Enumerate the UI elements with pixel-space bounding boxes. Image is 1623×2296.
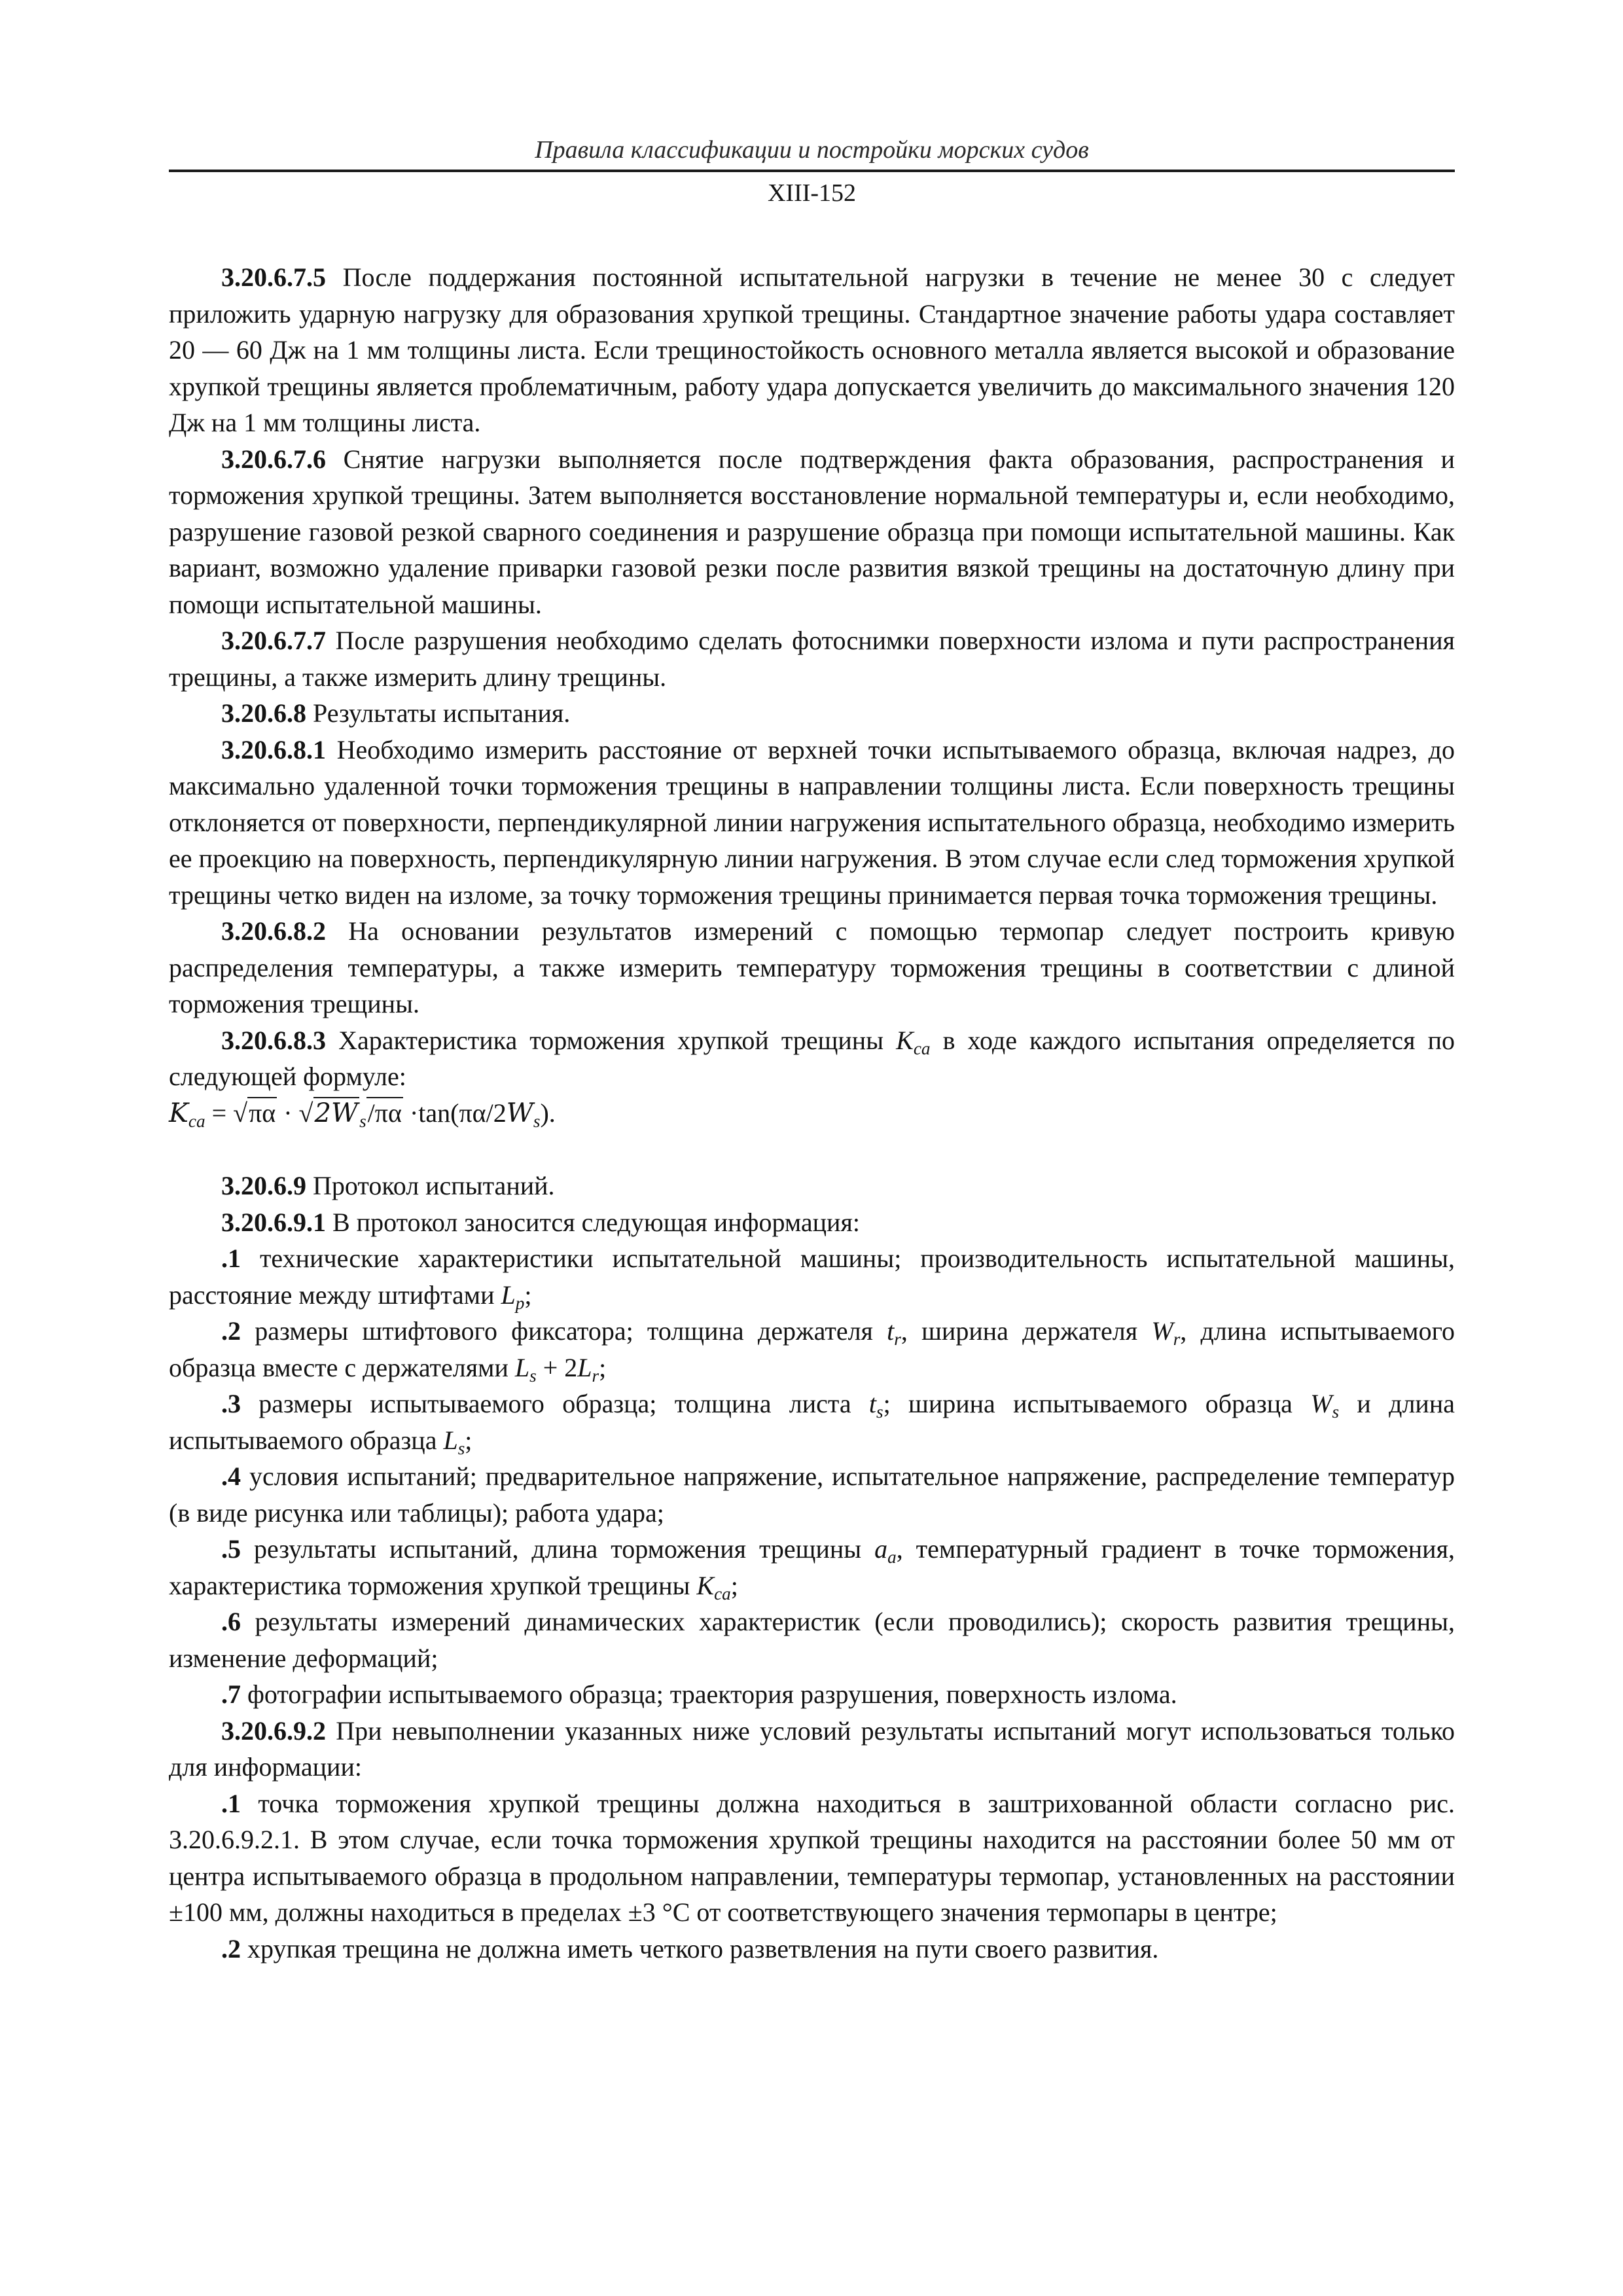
math-symbol: W — [1151, 1316, 1173, 1346]
math-subscript: s — [457, 1438, 465, 1458]
paragraph — [169, 1604, 1455, 1676]
paragraph — [169, 1785, 1455, 1931]
math-symbol: W — [506, 1098, 533, 1128]
paragraph-number: .5 — [221, 1534, 241, 1564]
math-symbol: t — [868, 1389, 877, 1418]
paragraph — [169, 1313, 1455, 1386]
paragraph — [169, 732, 1455, 914]
page-header — [169, 134, 1455, 209]
math-subscript: s — [876, 1402, 883, 1422]
paragraph — [169, 1168, 1455, 1204]
math-subscript: r — [592, 1365, 599, 1386]
paragraph-number: .3 — [221, 1389, 241, 1418]
math-symbol: a — [874, 1534, 888, 1564]
paragraph-text: условия испытаний; предварительное напряжение, испытательное напряжение, распределение температур (в виде рисунка или таблицы); работа удара; — [169, 1462, 1455, 1528]
paragraph-text: Необходимо измерить расстояние от верхней точки испытываемого образца, включая надрез, до максимально удаленной точки торможения трещины в направлении толщины листа. Если поверхность трещины отклоняется от поверхности, перпендикулярной линии нагружения испытательного образца, необходимо измерить ее проекцию на поверхность, перпендикулярную линии нагружения. В этом случае если след торможения хрупкой трещины четко виден на изломе, за точку торможения трещины принимается первая точка торможения трещины. — [169, 734, 1455, 910]
paragraph — [169, 1676, 1455, 1713]
math-subscript: r — [894, 1329, 901, 1350]
paragraph-text: В протокол заносится следующая информация: — [326, 1207, 860, 1237]
header-rule — [169, 170, 1455, 172]
paragraph-number: 3.20.6.8.3 — [221, 1025, 326, 1055]
paragraph-number: .4 — [221, 1462, 241, 1491]
paragraph-text: · √ — [277, 1098, 313, 1128]
paragraph-text: ; — [524, 1280, 532, 1310]
formula — [169, 1095, 1455, 1132]
paragraph-text: ; — [599, 1352, 607, 1382]
paragraph — [169, 1458, 1455, 1531]
paragraph — [169, 1204, 1455, 1241]
math-symbol: L — [577, 1352, 592, 1382]
paragraph-text: , длина испытываемого образца вместе с держателями — [169, 1316, 1455, 1382]
math-subscript: r — [1173, 1329, 1181, 1350]
math-subscript: ca — [714, 1583, 731, 1604]
paragraph-text: ). — [540, 1098, 556, 1128]
math-symbol: L — [443, 1425, 458, 1455]
math-symbol: L — [501, 1280, 516, 1310]
paragraph-text: хрупкая трещина не должна иметь четкого разветвления на пути своего развития. — [241, 1933, 1159, 1964]
math-symbol: K — [896, 1025, 914, 1055]
paragraph — [169, 259, 1455, 441]
paragraph-number: 3.20.6.8.2 — [221, 916, 326, 946]
math-symbol: L — [514, 1352, 530, 1382]
paragraph-text: ; — [730, 1570, 738, 1600]
paragraph-text: Протокол испытаний. — [306, 1171, 555, 1200]
paragraph-text: размеры штифтового фиксатора; толщина держателя — [241, 1316, 887, 1346]
paragraph-text: ·tan(πα/2 — [402, 1098, 507, 1128]
paragraph-number: 3.20.6.9 — [221, 1171, 306, 1200]
paragraph — [169, 1931, 1455, 1967]
paragraph-number: 3.20.6.9.2 — [221, 1715, 326, 1746]
paragraph — [169, 1240, 1455, 1313]
math-subscript: p — [515, 1293, 525, 1313]
paragraph-text: технические характеристики испытательной машины; производительность испытательной машины, расстояние между штифтами — [169, 1244, 1455, 1310]
paragraph-text: , температурный градиент в точке торможения, характеристика торможения хрупкой трещины — [169, 1534, 1455, 1600]
math-symbol: K — [169, 1098, 188, 1128]
body-text — [169, 259, 1455, 1967]
paragraph-number: 3.20.6.7.6 — [221, 444, 326, 474]
paragraph-text: Результаты испытания. — [306, 698, 571, 728]
math-subscript: s — [529, 1365, 537, 1386]
math-subscript: ca — [188, 1111, 205, 1131]
paragraph-number: 3.20.6.7.5 — [221, 262, 326, 292]
paragraph — [169, 913, 1455, 1022]
paragraph-number: 3.20.6.8.1 — [221, 734, 326, 764]
paragraph-number: .1 — [221, 1244, 241, 1273]
paragraph-number: 3.20.6.7.7 — [221, 626, 326, 655]
math-subscript: s — [359, 1111, 366, 1131]
paragraph — [169, 441, 1455, 623]
paragraph-text: Снятие нагрузки выполняется после подтверждения факта образования, распространения и торможения хрупкой трещины. Затем выполняется восстановление нормальной температуры и, если необходимо, разрушение газовой резкой сварного соединения и разрушение образца при помощи испытательной машины. Как вариант, возможно удаление приварки газовой резки после развития вязкой трещины на достаточную длину при помощи испытательной машины. — [169, 444, 1455, 619]
paragraph-text: размеры испытываемого образца; толщина листа — [241, 1389, 869, 1418]
paragraph — [169, 1022, 1455, 1095]
page-number: XIII-152 — [767, 179, 857, 207]
math-symbol: K — [696, 1570, 715, 1600]
paragraph-text: При невыполнении указанных ниже условий результаты испытаний могут использоваться только для информации: — [169, 1715, 1455, 1782]
paragraph-number: .2 — [221, 1316, 241, 1346]
paragraph-text: + 2 — [536, 1352, 578, 1382]
radicand: 2W — [314, 1098, 359, 1128]
paragraph-text: После поддержания постоянной испытательной нагрузки в течение не менее 30 с следует приложить ударную нагрузку для образования хрупкой трещины. Стандартное значение работы удара составляет 20 — 60 Дж на 1 мм толщины листа. Если трещиностойкость основного металла является высокой и образование хрупкой трещины является проблематичным, работу удара допускается увеличить до максимального значения 120 Дж на 1 мм толщины листа. — [169, 262, 1455, 437]
paragraph-text: Характеристика торможения хрупкой трещины — [326, 1025, 897, 1055]
paragraph-number: .7 — [221, 1679, 241, 1709]
paragraph-text: результаты измерений динамических характеристик (если проводились); скорость развития трещины, изменение деформаций; — [169, 1607, 1455, 1673]
math-subscript: s — [533, 1111, 541, 1131]
math-symbol: W — [1310, 1389, 1332, 1418]
paragraph-text: ; ширина испытываемого образца — [883, 1389, 1311, 1418]
paragraph-text: После разрушения необходимо сделать фотоснимки поверхности излома и пути распространения трещины, а также измерить длину трещины. — [169, 626, 1455, 692]
paragraph-text: = √ — [205, 1098, 248, 1128]
paragraph — [169, 1386, 1455, 1458]
paragraph — [169, 1531, 1455, 1604]
paragraph-text: и длина испытываемого образца — [169, 1389, 1455, 1455]
paragraph-number: .1 — [221, 1788, 241, 1818]
paragraph-text: результаты испытаний, длина торможения трещины — [241, 1534, 875, 1564]
paragraph-number: .2 — [221, 1933, 241, 1964]
running-title: Правила классификации и постройки морских судов — [535, 136, 1089, 164]
paragraph-text: фотографии испытываемого образца; траектория разрушения, поверхность излома. — [241, 1679, 1177, 1709]
paragraph — [169, 622, 1455, 695]
math-subscript: a — [887, 1547, 897, 1568]
math-subscript: s — [1332, 1402, 1340, 1422]
math-symbol: t — [887, 1316, 895, 1346]
paragraph-text: ; — [465, 1425, 473, 1455]
paragraph-text: в ходе каждого испытания определяется по следующей формуле: — [169, 1025, 1455, 1091]
paragraph — [169, 1713, 1455, 1785]
paragraph-number: .6 — [221, 1607, 241, 1636]
math-subscript: ca — [913, 1038, 931, 1058]
paragraph-text: точка торможения хрупкой трещины должна находиться в заштрихованной области согласно рис. 3.20.6.9.2.1. В этом случае, если точка торможения хрупкой трещины находится на расстоянии более 50 мм от центра испытываемого образца в продольном направлении, температуры термопар, установленных на расстоянии ±100 мм, должны находиться в пределах ±3 °С от соответствующего значения термопары в центре; — [169, 1788, 1455, 1927]
paragraph-number: 3.20.6.9.1 — [221, 1207, 326, 1237]
paragraph — [169, 695, 1455, 732]
paragraph-text: , ширина держателя — [901, 1316, 1152, 1346]
paragraph-text: На основании результатов измерений с помощью термопар следует построить кривую распределения температуры, а также измерить температуру торможения трещины в соответствии с длиной торможения трещины. — [169, 916, 1455, 1018]
radicand: πα — [249, 1098, 276, 1128]
radicand: /πα — [367, 1098, 402, 1128]
paragraph-number: 3.20.6.8 — [221, 698, 306, 728]
